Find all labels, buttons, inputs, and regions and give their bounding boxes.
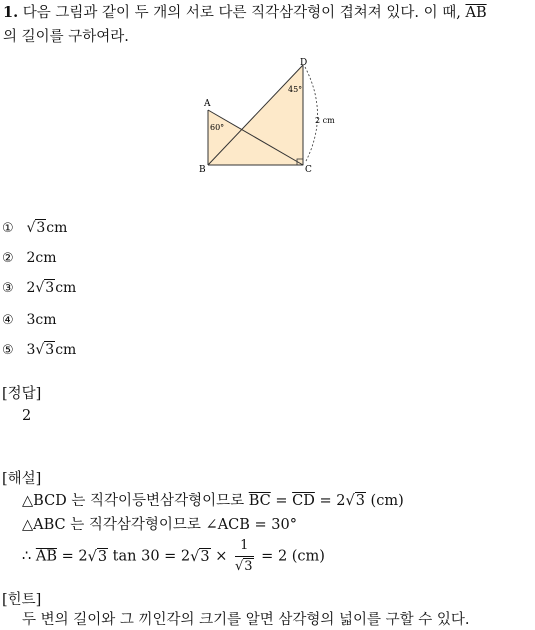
choice-mark: ③ bbox=[2, 281, 14, 296]
question-number: 1. bbox=[3, 4, 19, 21]
sqrt: √3 bbox=[35, 342, 55, 358]
choice-unit: cm bbox=[55, 342, 77, 358]
sqrt: √3 bbox=[26, 220, 46, 236]
choice-mark: ① bbox=[2, 221, 14, 236]
choice-pre: 2 bbox=[26, 280, 36, 296]
choice-1[interactable] bbox=[2, 218, 67, 239]
question-text-part2: 의 길이를 구하여라. bbox=[3, 29, 129, 45]
explanation-title: [해설] bbox=[2, 471, 42, 487]
angle-a-label: 60° bbox=[210, 123, 225, 132]
label-b: B bbox=[199, 165, 206, 175]
answer-value: 2 bbox=[22, 408, 32, 424]
label-a: A bbox=[204, 99, 211, 109]
explanation-line-2: △ABC 는 직각삼각형이므로 ∠ACB = 30° bbox=[22, 517, 297, 533]
choice-unit: cm bbox=[46, 220, 68, 236]
choice-mark: ④ bbox=[2, 313, 14, 328]
choice-pre: 3 bbox=[26, 342, 36, 358]
choice-4[interactable] bbox=[2, 310, 56, 331]
angle-d-label: 45° bbox=[288, 85, 303, 94]
label-d: D bbox=[300, 58, 308, 68]
choice-pre: 3cm bbox=[26, 312, 57, 328]
choice-2[interactable] bbox=[2, 248, 56, 269]
label-c: C bbox=[305, 165, 312, 175]
hint-text: 두 변의 길이와 그 끼인각의 크기를 알면 삼각형의 넓이를 구할 수 있다. bbox=[22, 612, 470, 628]
hint-title: [힌트] bbox=[2, 592, 42, 608]
explanation-line-3: ∴ $\overline{AB} = 2√3$ tan 30 = 2√3 × $\frac{1}{√3}$ = 2 (cm) bbox=[22, 536, 325, 577]
choice-mark: ② bbox=[2, 251, 14, 266]
explanation-line-1: △BCD 는 직각이등변삼각형이므로 $\overline{BC} = \overline{CD} = 2√3$ (cm) bbox=[22, 493, 404, 509]
answer-title: [정답] bbox=[2, 386, 42, 402]
choice-5[interactable] bbox=[2, 340, 76, 361]
fraction: $\frac{1}{√3}$ bbox=[235, 538, 253, 574]
length-arc bbox=[305, 67, 318, 163]
question-text-part1: 다음 그림과 같이 두 개의 서로 다른 직각삼각형이 겹쳐져 있다. 이 때, bbox=[22, 5, 461, 21]
triangle-figure bbox=[190, 55, 350, 180]
sqrt: √3 bbox=[35, 280, 55, 296]
question-text bbox=[3, 1, 533, 49]
choice-unit: cm bbox=[55, 280, 77, 296]
length-label: 2 cm bbox=[315, 116, 335, 125]
choice-3[interactable] bbox=[2, 278, 76, 299]
choice-pre: 2cm bbox=[26, 250, 57, 266]
segment-ab: $\overline{AB}$ bbox=[465, 5, 487, 21]
choice-mark: ⑤ bbox=[2, 343, 14, 358]
